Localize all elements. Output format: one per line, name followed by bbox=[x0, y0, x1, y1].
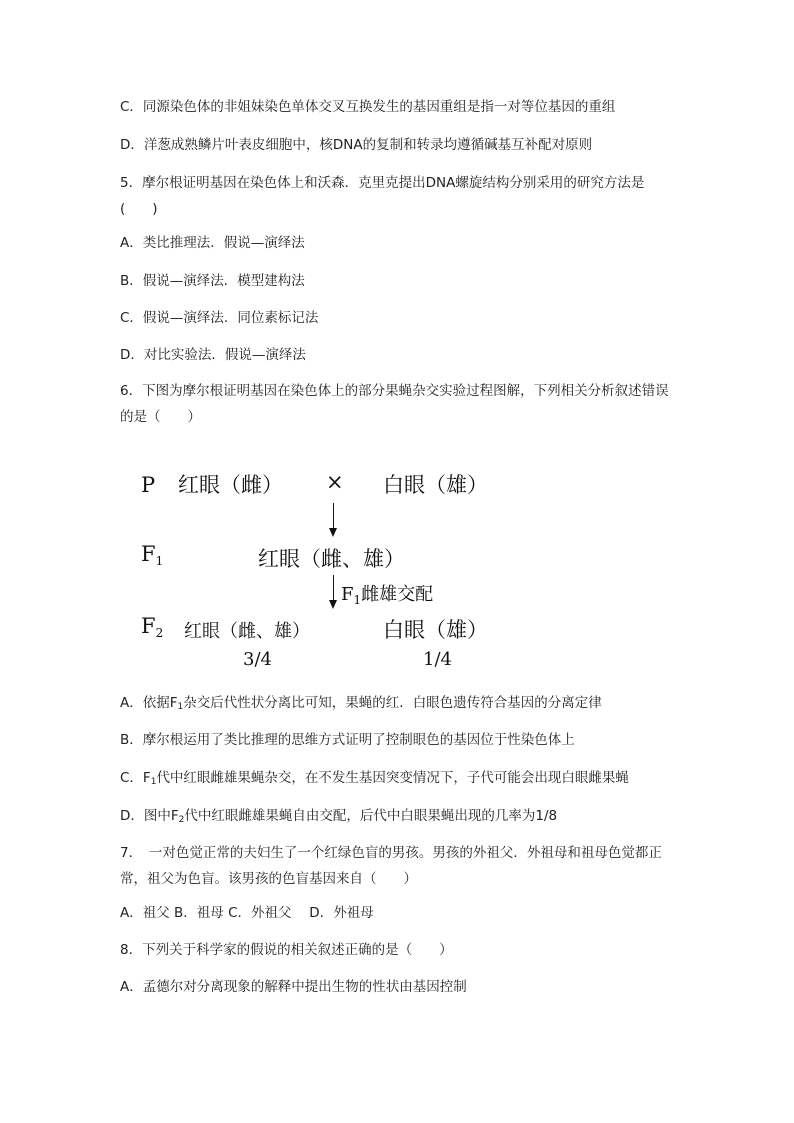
q4-option-c: C．同源染色体的非姐妹染色单体交叉互换发生的基因重组是指一对等位基因的重组 bbox=[120, 99, 616, 115]
q8-stem: 8．下列关于科学家的假说的相关叙述正确的是（ ） bbox=[120, 942, 453, 958]
q8-option-a: A．孟德尔对分离现象的解释中提出生物的性状由基因控制 bbox=[120, 979, 467, 995]
f2-red-eye-phenotype: 红眼（雌、雄） bbox=[184, 621, 310, 642]
f2-white-eye-ratio: 1/4 bbox=[423, 649, 452, 670]
f1-generation-label: F1 bbox=[141, 542, 164, 568]
q7-options: A．祖父 B．祖母 C．外祖父 D．外祖母 bbox=[120, 905, 374, 921]
q6-option-d: D．图中$F_2$代中红眼雌雄果蝇自由交配，后代中白眼果蝇出现的几率为1/8 bbox=[120, 808, 558, 825]
q6-option-c: C．$F_1$代中红眼雌雄果蝇杂交，在不发生基因突变情况下，子代可能会出现白眼雌果蝇 bbox=[120, 770, 629, 787]
q6-option-b: B．摩尔根运用了类比推理的思维方式证明了控制眼色的基因位于性染色体上 bbox=[120, 732, 575, 748]
cross-symbol: × bbox=[326, 470, 344, 494]
f2-red-eye-ratio: 3/4 bbox=[243, 649, 272, 670]
q6-option-a: A．依据$F_1$杂交后代性状分离比可知，果蝇的红．白眼色遗传符合基因的分离定律 bbox=[120, 695, 602, 712]
q6-stem: 6．下图为摩尔根证明基因在染色体上的部分果蝇杂交实验过程图解，下列相关分析叙述错误的是（ ） bbox=[120, 383, 669, 425]
q5-option-a: A．类比推理法．假说—演绎法 bbox=[120, 235, 305, 251]
f1-phenotype: 红眼（雌、雄） bbox=[258, 547, 405, 571]
f2-white-eye-phenotype: 白眼（雄） bbox=[383, 618, 488, 642]
q7-stem: 7． 一对色觉正常的夫妇生了一个红绿色盲的男孩。男孩的外祖父．外祖母和祖母色觉都正常，祖父为色盲。该男孩的色盲基因来自（ ） bbox=[120, 845, 662, 887]
q4-option-d: D．洋葱成熟鳞片叶表皮细胞中，核DNA的复制和转录均遵循碱基互补配对原则 bbox=[120, 137, 593, 153]
p-female-phenotype: 红眼（雌） bbox=[178, 473, 283, 497]
f1-intercross-label: $F_1$雌雄交配 bbox=[341, 584, 434, 607]
q5-option-c: C．假说—演绎法．同位素标记法 bbox=[120, 310, 319, 326]
p-male-phenotype: 白眼（雄） bbox=[383, 473, 488, 497]
q5-option-d: D．对比实验法．假说—演绎法 bbox=[120, 347, 306, 363]
arrow-down-icon bbox=[333, 503, 334, 535]
f2-generation-label: F2 bbox=[141, 614, 164, 640]
q5-option-b: B．假说—演绎法．模型建构法 bbox=[120, 273, 305, 289]
q5-stem: 5．摩尔根证明基因在染色体上和沃森．克里克提出DNA螺旋结构分别采用的研究方法是( ) bbox=[120, 175, 645, 217]
arrow-down-icon bbox=[333, 575, 334, 607]
p-generation-label: P bbox=[141, 473, 156, 497]
